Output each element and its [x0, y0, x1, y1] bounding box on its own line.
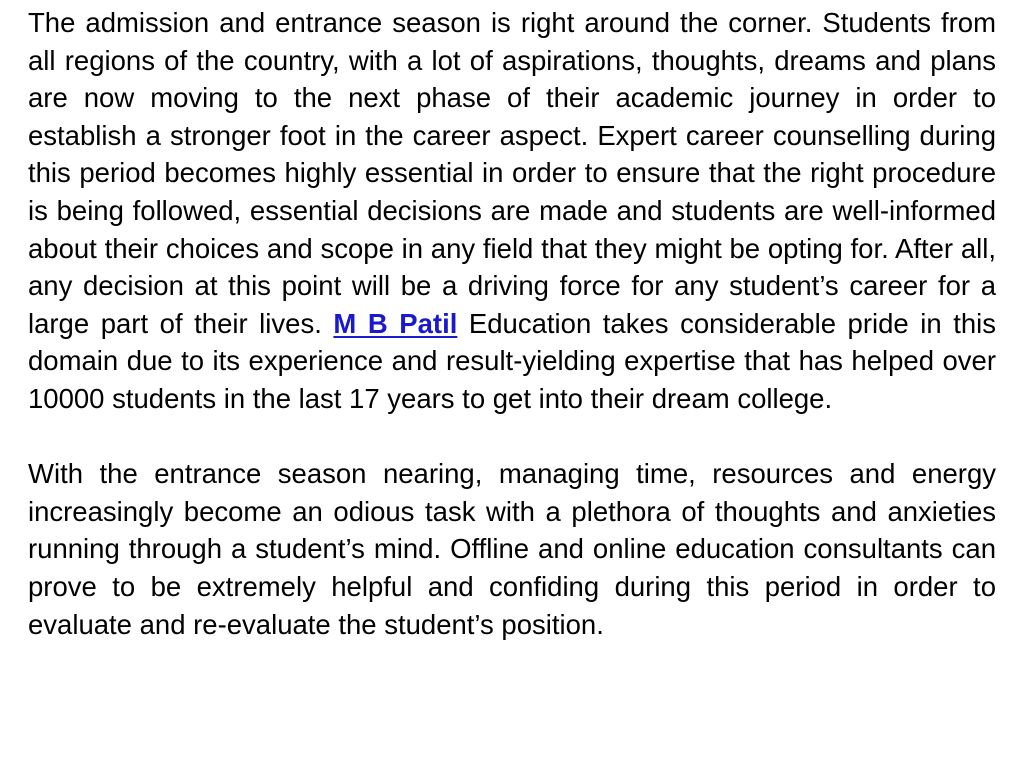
paragraph-admission-season [28, 4, 996, 418]
paragraph-1-text-before-link: The admission and entrance season is right around the corner. Students from all regions of the country, with a lot of aspirations, thoughts, dreams and plans are now moving to the next phase of their academic journey in order to establish a stronger foot in the career aspect. Expert career counselling during this period becomes highly essential in order to ensure that the right procedure is being followed, essential decisions are made and students are well-informed about their choices and scope in any field that they might be opting for. After all, any decision at this point will be a driving force for any student’s career for a large part of their lives. [28, 7, 996, 339]
slide-body [28, 4, 996, 643]
mb-patil-link[interactable]: M B Patil [333, 307, 458, 339]
paragraph-1-text-after-link: Education takes considerable pride in this domain due to its experience and result-yielding expertise that has helped over 10000 students in the last 17 years to get into their dream college. [28, 307, 997, 414]
paragraph-entrance-season: With the entrance season nearing, managing time, resources and energy increasingly become an odious task with a plethora of thoughts and anxieties running through a student’s mind. Offline and online education consultants can prove to be extremely helpful and confiding during this period in order to evaluate and re-evaluate the student’s position. [28, 458, 996, 640]
